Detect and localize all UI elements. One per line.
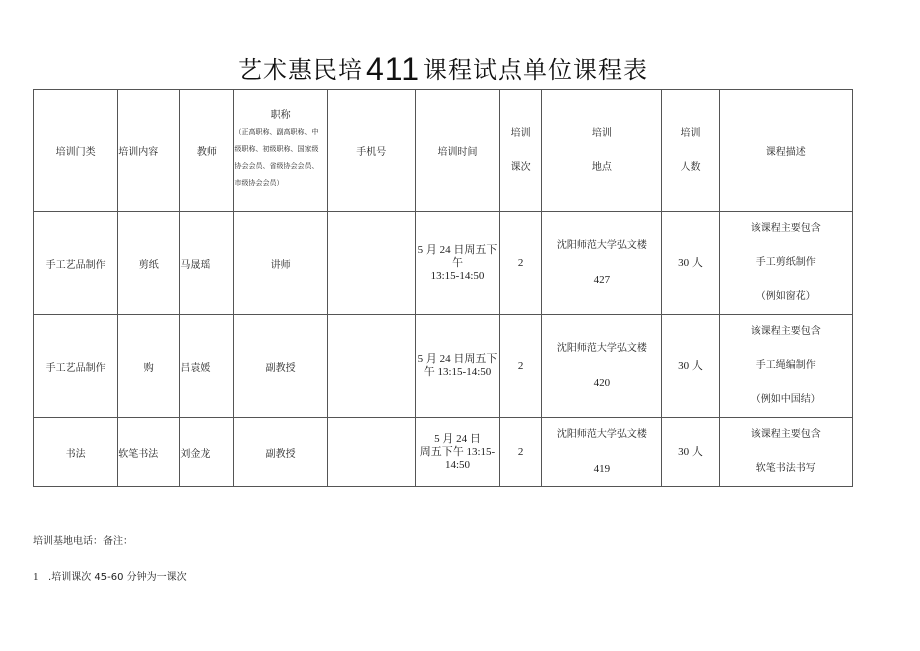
cell-phone bbox=[327, 315, 415, 418]
note-session-length bbox=[33, 568, 187, 583]
table-row bbox=[34, 315, 853, 418]
cell-place-line-1: 沈阳师范大学弘文楼 bbox=[556, 240, 647, 251]
cell-rank: 讲师 bbox=[234, 212, 327, 315]
cell-desc-line-1: 该课程主要包含 bbox=[750, 223, 821, 234]
cell-phone bbox=[327, 212, 415, 315]
header-title-note-4: 市级协会会员） bbox=[234, 179, 284, 187]
header-sessions bbox=[500, 90, 542, 212]
cell-desc-line-3: （例如窗花） bbox=[755, 291, 816, 302]
header-sessions-1: 培训 bbox=[510, 127, 531, 139]
cell-category: 手工艺品制作 bbox=[34, 315, 118, 418]
header-phone: 手机号 bbox=[327, 90, 415, 212]
cell-phone bbox=[327, 418, 415, 487]
header-title-label: 职称 bbox=[270, 110, 291, 121]
cell-time-line-1: 5 月 24 日 bbox=[434, 432, 481, 445]
title-suffix: 课程试点单位课程表 bbox=[423, 56, 648, 84]
cell-people: 30 人 bbox=[662, 418, 719, 487]
cell-sessions: 2 bbox=[500, 315, 542, 418]
cell-people: 30 人 bbox=[662, 315, 719, 418]
header-people-2: 人数 bbox=[680, 161, 701, 173]
page-title bbox=[0, 50, 886, 88]
header-people bbox=[662, 90, 719, 212]
header-people-1: 培训 bbox=[680, 127, 701, 139]
cell-content: 剪纸 bbox=[118, 212, 180, 315]
note-number: 1 bbox=[33, 571, 39, 583]
cell-time-line-2: 午 bbox=[451, 256, 463, 269]
header-content: 培训内容 bbox=[118, 90, 180, 212]
cell-desc bbox=[719, 315, 852, 418]
schedule-table bbox=[33, 89, 853, 487]
cell-rank: 副教授 bbox=[234, 418, 327, 487]
header-place-2: 地点 bbox=[591, 161, 612, 173]
cell-place-line-1: 沈阳师范大学弘文楼 bbox=[556, 429, 647, 440]
cell-desc bbox=[719, 418, 852, 487]
cell-teacher: 刘金龙 bbox=[180, 418, 234, 487]
cell-people: 30 人 bbox=[662, 212, 719, 315]
table-row bbox=[34, 418, 853, 487]
cell-sessions: 2 bbox=[500, 418, 542, 487]
cell-place bbox=[542, 315, 662, 418]
cell-teacher: 马晟瑶 bbox=[180, 212, 234, 315]
cell-category: 书法 bbox=[34, 418, 118, 487]
cell-rank: 副教授 bbox=[234, 315, 327, 418]
header-sessions-2: 课次 bbox=[510, 161, 531, 173]
cell-desc-line-2: 手工绳编制作 bbox=[755, 360, 816, 371]
cell-content: 购 bbox=[118, 315, 180, 418]
header-teacher: 教师 bbox=[180, 90, 234, 212]
cell-desc-line-2: 手工剪纸制作 bbox=[755, 257, 816, 268]
cell-place bbox=[542, 418, 662, 487]
header-place bbox=[542, 90, 662, 212]
cell-time bbox=[415, 418, 499, 487]
cell-time bbox=[415, 212, 499, 315]
cell-time-line-3: 13:15-14:50 bbox=[430, 269, 485, 282]
table-row bbox=[34, 212, 853, 315]
cell-place-line-2: 419 bbox=[593, 463, 611, 475]
cell-teacher: 吕袁媛 bbox=[180, 315, 234, 418]
cell-desc-line-3: （例如中国结） bbox=[750, 394, 821, 405]
cell-place bbox=[542, 212, 662, 315]
cell-time-line-3: 14:50 bbox=[444, 458, 471, 471]
cell-desc bbox=[719, 212, 852, 315]
header-category: 培训门类 bbox=[34, 90, 118, 212]
cell-time-line-1: 5 月 24 日周五下 bbox=[417, 353, 498, 365]
title-prefix: 艺术惠民培 bbox=[237, 56, 363, 84]
note-text: .培训课次 45-60 分钟为一课次 bbox=[48, 572, 187, 583]
cell-place-line-1: 沈阳师范大学弘文楼 bbox=[556, 343, 647, 354]
cell-desc-line-1: 该课程主要包含 bbox=[750, 326, 821, 337]
header-title bbox=[234, 90, 327, 212]
cell-sessions: 2 bbox=[500, 212, 542, 315]
header-title-note-1: （正高职称、副高职称、中 bbox=[234, 128, 319, 136]
cell-desc-line-1: 该课程主要包含 bbox=[750, 429, 821, 440]
cell-time bbox=[415, 315, 499, 418]
cell-place-line-2: 427 bbox=[593, 274, 611, 286]
title-number: 411 bbox=[365, 51, 420, 87]
header-title-note-3: 协会会员、省级协会会员、 bbox=[234, 162, 319, 170]
cell-content: 软笔书法 bbox=[118, 418, 180, 487]
cell-category: 手工艺品制作 bbox=[34, 212, 118, 315]
header-desc: 课程描述 bbox=[719, 90, 852, 212]
header-time: 培训时间 bbox=[415, 90, 499, 212]
header-title-note-2: 级职称、初级职称、国家级 bbox=[234, 145, 319, 153]
cell-time-line-2: 午 13:15-14:50 bbox=[423, 366, 492, 378]
header-place-1: 培训 bbox=[591, 127, 612, 139]
cell-desc-line-2: 软笔书法书写 bbox=[755, 463, 816, 474]
cell-place-line-2: 420 bbox=[593, 377, 611, 389]
cell-time-line-2: 周五下午 13:15- bbox=[419, 445, 496, 458]
note-phone-remark: 培训基地电话：备注： bbox=[33, 536, 133, 547]
cell-time-line-1: 5 月 24 日周五下 bbox=[417, 243, 498, 256]
header-row bbox=[34, 90, 853, 212]
